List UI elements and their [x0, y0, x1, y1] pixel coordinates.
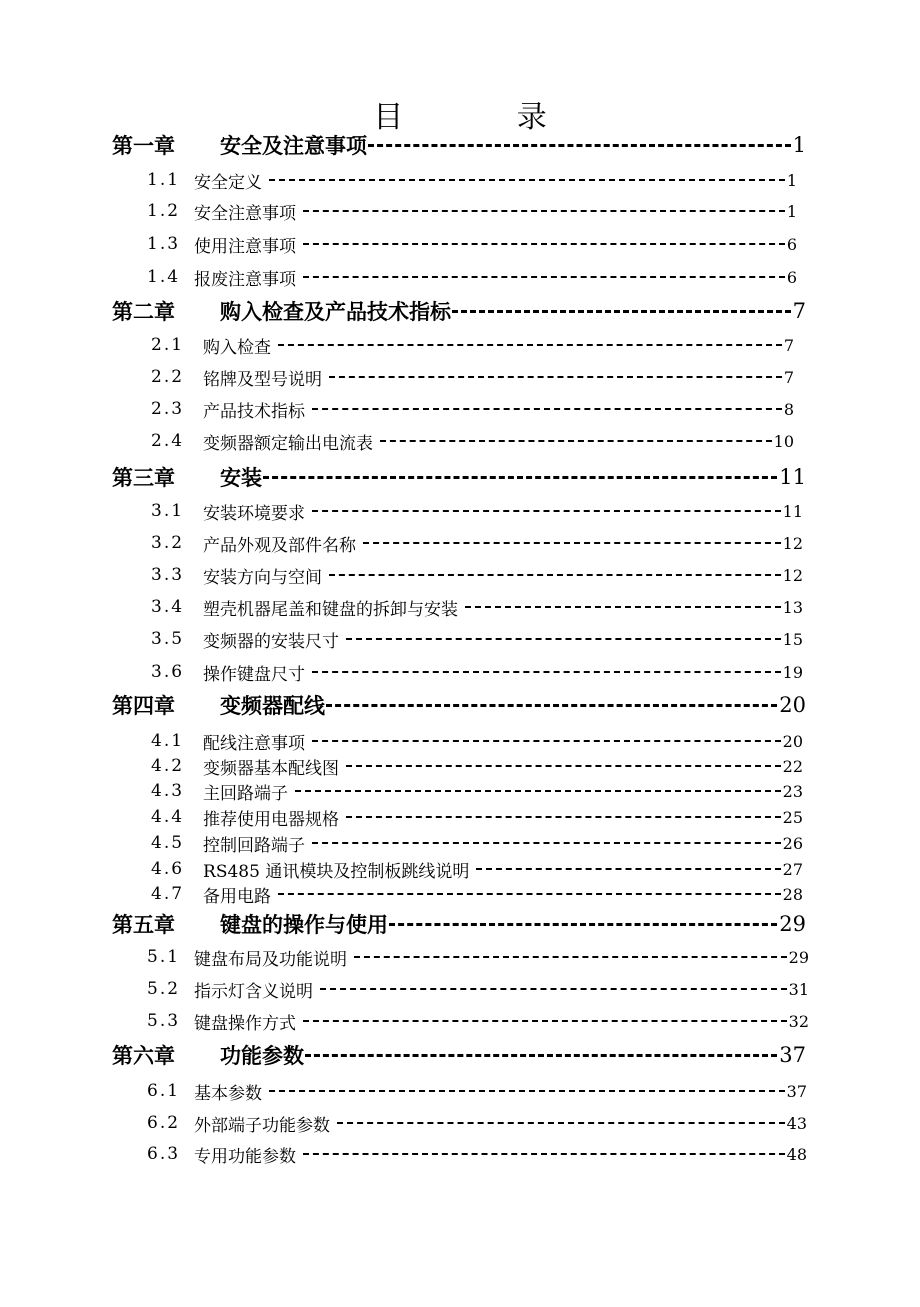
section-page-number: 12 [782, 533, 803, 553]
dot-leader [278, 893, 781, 895]
toc-section-row[interactable] [151, 593, 803, 621]
section-title: 指示灯含义说明 [194, 981, 314, 1002]
section-title: 键盘布局及功能说明 [194, 949, 348, 970]
toc-chapter-row[interactable] [112, 131, 806, 159]
section-page-number: 10 [773, 431, 794, 451]
section-number: 3.5 [151, 629, 185, 649]
section-number: 4.6 [151, 859, 185, 879]
section-page-number: 26 [782, 833, 803, 853]
chapter-title: 安全及注意事项 [220, 133, 367, 158]
section-title: 安装环境要求 [203, 503, 306, 524]
dot-leader [346, 638, 781, 640]
dot-leader [389, 923, 777, 926]
dot-leader [312, 740, 781, 742]
section-page-number: 23 [782, 781, 803, 801]
section-page-number: 20 [782, 731, 803, 751]
section-number: 1.4 [147, 267, 181, 287]
chapter-label: 第五章 [112, 912, 175, 937]
section-title: 控制回路端子 [203, 835, 306, 856]
toc-section-row[interactable] [151, 331, 794, 359]
section-number: 5.3 [147, 1011, 181, 1031]
toc-section-row[interactable] [151, 777, 803, 805]
dot-leader [476, 868, 780, 870]
toc-section-row[interactable] [147, 1109, 807, 1137]
section-number: 3.2 [151, 533, 185, 553]
section-number: 2.4 [151, 431, 185, 451]
section-title: 购入检查 [203, 337, 272, 358]
toc-section-row[interactable] [147, 975, 809, 1003]
dot-leader [346, 765, 781, 767]
dot-leader [346, 816, 781, 818]
toc-section-row[interactable] [151, 855, 803, 883]
toc-section-row[interactable] [151, 625, 803, 653]
section-page-number: 48 [786, 1144, 807, 1164]
dot-leader [363, 542, 781, 544]
toc-section-row[interactable] [151, 363, 794, 391]
dot-leader [303, 276, 785, 278]
section-title: 使用注意事项 [194, 236, 297, 257]
toc-chapter-row[interactable] [112, 463, 806, 491]
section-page-number: 19 [782, 662, 803, 682]
section-number: 4.5 [151, 833, 185, 853]
section-title: 报废注意事项 [194, 269, 297, 290]
dot-leader [329, 376, 782, 378]
dot-leader [465, 606, 781, 608]
chapter-label: 第二章 [112, 299, 175, 324]
toc-section-row[interactable] [151, 880, 803, 908]
toc-chapter-row[interactable] [112, 910, 806, 938]
section-page-number: 12 [782, 565, 803, 585]
toc-section-row[interactable] [151, 529, 803, 557]
section-number: 5.1 [147, 947, 181, 967]
dot-leader [303, 1153, 785, 1155]
section-title: 安全注意事项 [194, 203, 297, 224]
section-number: 5.2 [147, 979, 181, 999]
toc-section-row[interactable] [151, 658, 803, 686]
section-title: 专用功能参数 [194, 1146, 297, 1167]
dot-leader [295, 790, 781, 792]
section-title: 产品技术指标 [203, 401, 306, 422]
section-title: 主回路端子 [203, 783, 289, 804]
dot-leader [312, 842, 781, 844]
section-page-number: 29 [788, 947, 809, 967]
dot-leader [326, 704, 777, 707]
dot-leader [303, 210, 785, 212]
section-title: 变频器额定输出电流表 [203, 433, 374, 454]
section-page-number: 31 [788, 979, 809, 999]
toc-section-row[interactable] [147, 197, 797, 225]
section-page-number: 7 [783, 367, 794, 387]
section-title: 铭牌及型号说明 [203, 369, 323, 390]
dot-leader [354, 956, 787, 958]
chapter-label: 第六章 [112, 1043, 175, 1068]
toc-section-row[interactable] [147, 1007, 809, 1035]
dot-leader [329, 574, 781, 576]
section-title: 变频器基本配线图 [203, 758, 340, 779]
section-number: 2.2 [151, 367, 185, 387]
chapter-page-number: 37 [779, 1043, 806, 1067]
section-title: 键盘操作方式 [194, 1013, 297, 1034]
chapter-page-number: 11 [779, 465, 806, 489]
section-number: 1.2 [147, 201, 181, 221]
section-title: 安全定义 [194, 172, 263, 193]
section-page-number: 43 [786, 1113, 807, 1133]
section-page-number: 32 [788, 1011, 809, 1031]
dot-leader [337, 1122, 785, 1124]
dot-leader [380, 440, 772, 442]
toc-section-row[interactable] [151, 395, 794, 423]
toc-section-row[interactable] [147, 943, 809, 971]
dot-leader [452, 310, 791, 313]
section-number: 3.3 [151, 565, 185, 585]
toc-chapter-row[interactable] [112, 691, 806, 719]
chapter-label: 第三章 [112, 465, 175, 490]
dot-leader [303, 243, 785, 245]
section-page-number: 1 [786, 170, 797, 190]
section-number: 4.3 [151, 781, 185, 801]
chapter-label: 第一章 [112, 133, 175, 158]
dot-leader [312, 408, 782, 410]
toc-section-row[interactable] [151, 497, 803, 525]
section-number: 6.1 [147, 1081, 181, 1101]
chapter-title: 变频器配线 [220, 693, 325, 718]
section-title: 外部端子功能参数 [194, 1115, 331, 1136]
dot-leader [368, 144, 791, 147]
chapter-page-number: 1 [792, 133, 806, 157]
toc-section-row[interactable] [147, 1140, 807, 1168]
chapter-title: 安装 [220, 465, 262, 490]
toc-title: 目 录 [373, 100, 599, 135]
chapter-title: 功能参数 [220, 1043, 304, 1068]
section-page-number: 25 [782, 807, 803, 827]
dot-leader [320, 988, 787, 990]
section-title: 塑壳机器尾盖和键盘的拆卸与安装 [203, 599, 459, 620]
section-title: 产品外观及部件名称 [203, 535, 357, 556]
section-title: 推荐使用电器规格 [203, 809, 340, 830]
chapter-label: 第四章 [112, 693, 175, 718]
dot-leader [278, 344, 782, 346]
section-page-number: 8 [783, 399, 794, 419]
dot-leader [263, 476, 777, 479]
chapter-page-number: 20 [779, 693, 806, 717]
toc-section-row[interactable] [151, 727, 803, 755]
chapter-title: 购入检查及产品技术指标 [220, 299, 451, 324]
section-page-number: 28 [782, 884, 803, 904]
section-number: 2.1 [151, 335, 185, 355]
section-number: 1.1 [147, 170, 181, 190]
toc-chapter-row[interactable] [112, 1041, 806, 1069]
section-number: 3.4 [151, 597, 185, 617]
toc-chapter-row[interactable] [112, 297, 806, 325]
dot-leader [269, 1090, 785, 1092]
toc-section-row[interactable] [147, 1077, 807, 1105]
section-page-number: 37 [786, 1081, 807, 1101]
toc-section-row[interactable] [151, 752, 803, 780]
section-title: RS485 通讯模块及控制板跳线说明 [203, 861, 470, 882]
toc-section-row[interactable] [151, 803, 803, 831]
section-page-number: 6 [786, 267, 797, 287]
section-number: 1.3 [147, 234, 181, 254]
dot-leader [312, 671, 781, 673]
chapter-page-number: 29 [779, 912, 806, 936]
toc-section-row[interactable] [151, 427, 794, 455]
chapter-page-number: 7 [792, 299, 806, 323]
section-page-number: 22 [782, 756, 803, 776]
dot-leader [312, 510, 781, 512]
section-number: 4.7 [151, 884, 185, 904]
dot-leader [269, 179, 785, 181]
toc-section-row[interactable] [151, 561, 803, 589]
section-page-number: 7 [783, 335, 794, 355]
section-number: 6.3 [147, 1144, 181, 1164]
section-title: 变频器的安装尺寸 [203, 631, 340, 652]
chapter-title: 键盘的操作与使用 [220, 912, 388, 937]
section-number: 4.2 [151, 756, 185, 776]
section-number: 2.3 [151, 399, 185, 419]
section-title: 基本参数 [194, 1083, 263, 1104]
toc-section-row[interactable] [151, 829, 803, 857]
section-page-number: 15 [782, 629, 803, 649]
section-number: 4.1 [151, 731, 185, 751]
section-title: 安装方向与空间 [203, 567, 323, 588]
dot-leader [303, 1020, 787, 1022]
section-page-number: 1 [786, 201, 797, 221]
toc-section-row[interactable] [147, 166, 797, 194]
section-number: 3.1 [151, 501, 185, 521]
section-number: 4.4 [151, 807, 185, 827]
section-page-number: 11 [782, 501, 803, 521]
section-number: 6.2 [147, 1113, 181, 1133]
section-title: 操作键盘尺寸 [203, 664, 306, 685]
section-page-number: 13 [782, 597, 803, 617]
dot-leader [305, 1054, 777, 1057]
section-page-number: 27 [782, 859, 803, 879]
section-page-number: 6 [786, 234, 797, 254]
section-title: 备用电路 [203, 886, 272, 907]
toc-section-row[interactable] [147, 263, 797, 291]
toc-section-row[interactable] [147, 230, 797, 258]
section-number: 3.6 [151, 662, 185, 682]
section-title: 配线注意事项 [203, 733, 306, 754]
